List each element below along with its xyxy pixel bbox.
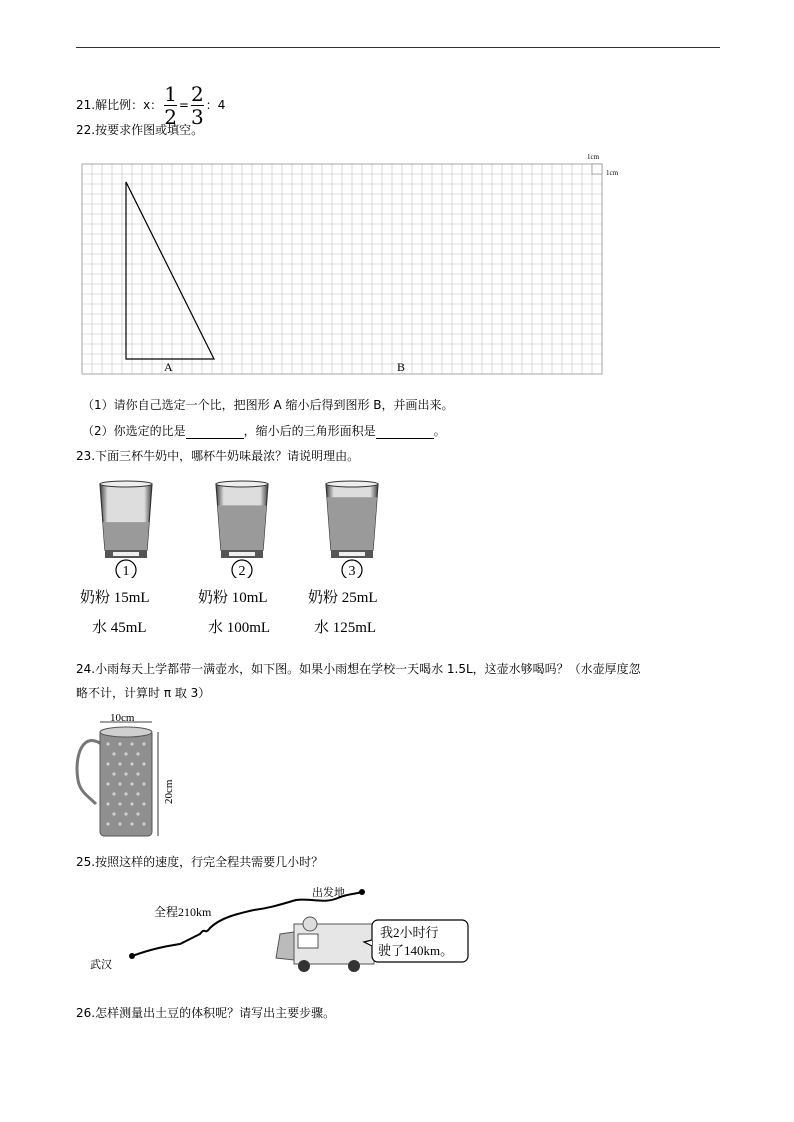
cup-3-number: 3 xyxy=(348,564,356,578)
cup-2-powder: 奶粉 10mL xyxy=(198,590,268,606)
q21-equals: = xyxy=(178,98,189,112)
q22-sub2-text-b: ，缩小后的三角形面积是 xyxy=(243,424,376,438)
diameter-label: 10cm xyxy=(110,712,135,724)
truck-icon xyxy=(276,917,374,972)
area-answer-blank[interactable] xyxy=(376,426,434,439)
q21-equation xyxy=(76,84,225,127)
milk-cups-captions xyxy=(80,589,410,641)
water-bottle-figure xyxy=(74,708,184,840)
q25-title: 25.按照这样的速度，行完全程共需要几小时？ xyxy=(76,855,324,869)
start-label: 出发地 xyxy=(312,887,345,899)
unit-width-label: 1cm xyxy=(587,153,600,161)
bubble-line-2: 驶了140km。 xyxy=(378,943,454,958)
route-figure xyxy=(84,884,484,980)
q21-prefix: 21.解比例：x： xyxy=(76,98,163,112)
q22-sub2-text-a: （2）你选定的比是 xyxy=(82,424,186,438)
milk-cup-1 xyxy=(100,481,152,578)
q21-fraction-1 xyxy=(164,84,177,127)
q22-sub2 xyxy=(82,423,446,439)
cup-1-number: 1 xyxy=(122,564,130,578)
total-distance-label: 全程210km xyxy=(154,905,212,919)
q22-sub1: （1）请你自己选定一个比，把图形 A 缩小后得到图形 B，并画出来。 xyxy=(82,398,454,412)
milk-cups-figure xyxy=(80,478,400,578)
milk-level-1 xyxy=(103,522,149,550)
q22-grid-figure xyxy=(76,148,636,380)
bubble-line-1: 我2小时行 xyxy=(380,925,439,940)
cup-3-powder: 奶粉 25mL xyxy=(308,590,378,606)
cup-1-water: 水 45mL xyxy=(92,620,147,636)
q21-fraction-2-denominator: 3 xyxy=(190,105,204,129)
cup-3-water: 水 125mL xyxy=(314,620,377,636)
triangle-a xyxy=(126,182,214,359)
q21-fraction-2-numerator: 2 xyxy=(190,82,204,106)
milk-cup-2 xyxy=(216,481,268,578)
milk-cup-3 xyxy=(326,481,378,578)
milk-level-2 xyxy=(218,505,267,550)
label-a: A xyxy=(164,360,173,374)
height-label: 20cm xyxy=(163,779,175,804)
ratio-answer-blank[interactable] xyxy=(186,426,244,439)
end-label: 武汉 xyxy=(90,959,112,971)
unit-height-label: 1cm xyxy=(606,169,619,177)
q21-suffix: ：4 xyxy=(205,98,226,112)
cup-2-water: 水 100mL xyxy=(208,620,271,636)
wuhan-point xyxy=(129,953,135,959)
label-b: B xyxy=(397,360,406,374)
q26-title: 26.怎样测量出土豆的体积呢？请写出主要步骤。 xyxy=(76,1006,336,1020)
q22-sub2-text-c: 。 xyxy=(433,424,446,438)
q22-title: 22.按要求作图或填空。 xyxy=(76,123,204,137)
cup-1-powder: 奶粉 15mL xyxy=(80,590,150,606)
start-point xyxy=(359,889,365,895)
milk-level-3 xyxy=(327,497,377,550)
unit-square xyxy=(592,164,602,174)
q21-fraction-2 xyxy=(191,84,204,127)
q22-grid xyxy=(82,164,602,374)
q24-line1: 24.小雨每天上学都带一满壶水，如下图。如果小雨想在学校一天喝水 1.5L，这壶水够喝吗？（水壶厚度忽 xyxy=(76,662,641,676)
header-rule xyxy=(76,47,720,48)
cup-2-number: 2 xyxy=(238,564,246,578)
bottle-top xyxy=(100,727,152,737)
q21-fraction-1-numerator: 1 xyxy=(164,82,177,106)
q21-fraction-1-denominator: 2 xyxy=(164,105,177,129)
q23-title: 23.下面三杯牛奶中，哪杯牛奶味最浓？请说明理由。 xyxy=(76,449,360,463)
q24-line2: 略不计，计算时 π 取 3） xyxy=(76,686,211,700)
